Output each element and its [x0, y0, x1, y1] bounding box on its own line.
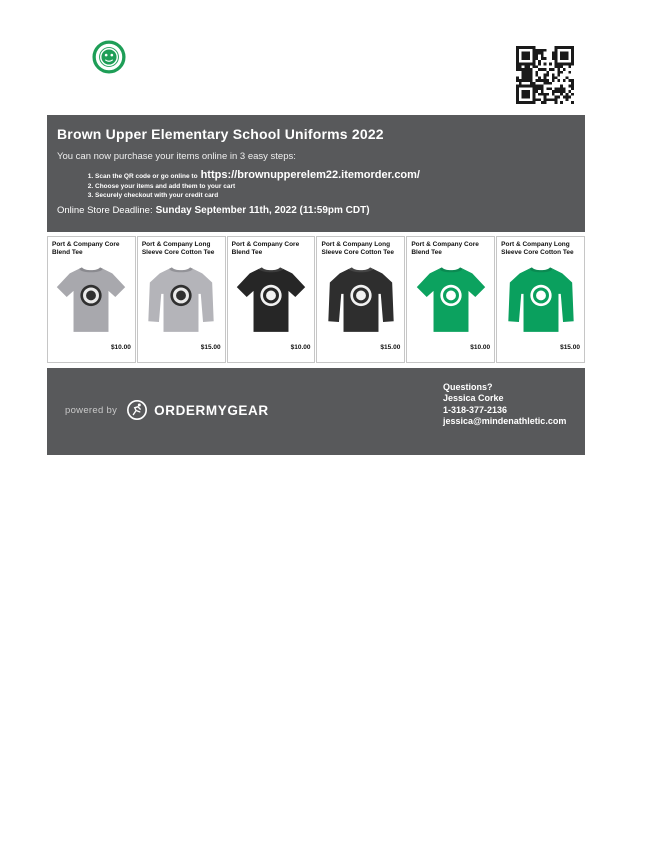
tshirt-short-sleeve-graphic: [233, 260, 309, 340]
product-name: Port & Company Core Blend Tee: [411, 241, 479, 257]
contact-name: Jessica Corke: [443, 393, 504, 404]
product-name: Port & Company Long Sleeve Core Cotton Tee: [321, 241, 394, 257]
products-row: [47, 236, 585, 363]
product-price: $15.00: [380, 344, 401, 352]
product-image: [142, 257, 221, 343]
tshirt-short-sleeve-graphic: [53, 260, 129, 340]
product-card-6: [496, 236, 585, 363]
intro-text: You can now purchase your items online in 3 easy steps:: [57, 151, 296, 162]
step-1-text: Scan the QR code or go online to: [95, 173, 198, 180]
powered-by-group: [65, 399, 269, 421]
product-image: [501, 257, 580, 343]
product-price: $10.00: [110, 344, 131, 352]
contact-phone: 1-318-377-2136: [443, 404, 508, 415]
qr-code: [514, 44, 576, 106]
step-3-text: Securely checkout with your credit card: [95, 192, 219, 199]
steps-list: [95, 169, 573, 199]
step-item-3: [95, 192, 573, 199]
product-price: $10.00: [290, 344, 311, 352]
powered-by-label: powered by: [65, 404, 118, 416]
footer-panel: [47, 368, 585, 455]
deadline-row: [57, 205, 573, 216]
page-title: Brown Upper Elementary School Uniforms 2022: [57, 126, 384, 142]
product-card-3: [227, 236, 316, 363]
qr-modules: [516, 46, 574, 104]
tshirt-long-sleeve-graphic: [323, 260, 399, 340]
product-price: $15.00: [560, 344, 580, 352]
tshirt-long-sleeve-graphic: [503, 260, 579, 340]
product-price: $10.00: [470, 344, 491, 352]
product-name: Port & Company Core Blend Tee: [231, 241, 300, 257]
ordermygear-logo-icon: [126, 399, 148, 421]
deadline-value: Sunday September 11th, 2022 (11:59pm CDT): [155, 205, 370, 216]
store-url-link[interactable]: https://brownupperelem22.itemorder.com/: [200, 169, 420, 181]
product-card-2: [137, 236, 226, 363]
product-image: [411, 257, 490, 343]
header-panel: [47, 115, 585, 232]
product-name: Port & Company Core Blend Tee: [52, 241, 120, 257]
tshirt-short-sleeve-graphic: [413, 260, 489, 340]
school-crest-logo: [92, 40, 126, 74]
tshirt-long-sleeve-graphic: [143, 260, 219, 340]
product-card-1: [47, 236, 136, 363]
step-item-2: [95, 183, 573, 190]
product-card-5: [406, 236, 495, 363]
contact-email: jessica@mindenathletic.com: [443, 416, 567, 427]
product-price: $15.00: [200, 344, 221, 352]
ordermygear-wordmark: ORDERMYGEAR: [154, 402, 269, 418]
contact-block: [443, 382, 566, 428]
step-item-1: [95, 169, 573, 181]
product-name: Port & Company Long Sleeve Core Cotton Tee: [141, 241, 215, 257]
school-crest-icon: [92, 40, 126, 74]
product-image: [52, 257, 131, 343]
product-image: [232, 257, 311, 343]
product-name: Port & Company Long Sleeve Core Cotton Tee: [501, 241, 574, 257]
deadline-label: Online Store Deadline:: [57, 205, 153, 216]
product-image: [321, 257, 400, 343]
step-2-text: Choose your items and add them to your cart: [95, 183, 236, 190]
product-card-4: [316, 236, 405, 363]
contact-questions: Questions?: [443, 382, 493, 392]
